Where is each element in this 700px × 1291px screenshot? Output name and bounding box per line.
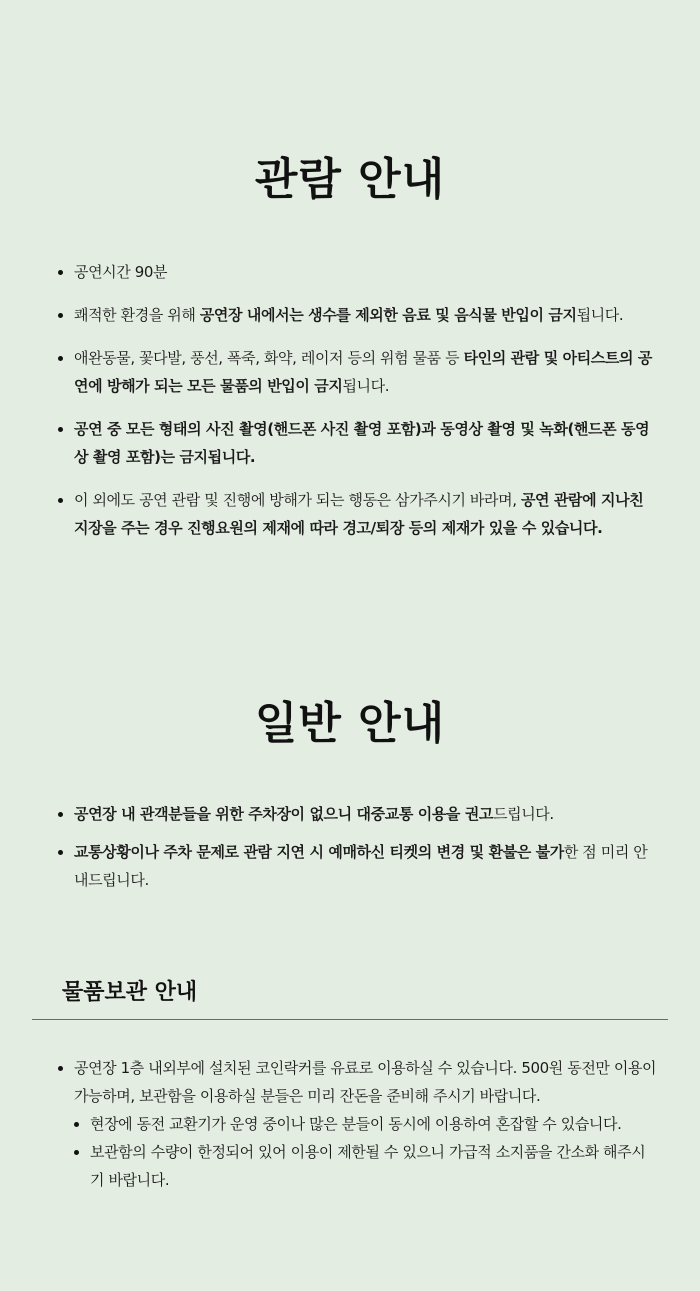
- list-item: [58, 258, 658, 286]
- sub-list-item: 보관함의 수량이 한정되어 있어 이용이 제한될 수 있으니 가급적 소지품을 간소화 해주시기 바랍니다.: [74, 1138, 658, 1194]
- item-text: 됩니다.: [342, 377, 390, 395]
- emphasis-text: 공연 관람에 지나친 지장을 주는 경우 진행요원의 제재에 따라 경고/퇴장 등의 제재가 있을 수 있습니다.: [74, 491, 644, 537]
- sub-list-item: 현장에 동전 교환기가 운영 중이나 많은 분들이 동시에 이용하여 혼잡할 수 있습니다.: [74, 1110, 658, 1138]
- item-text: 공연장 1층 내외부에 설치된 코인락커를 유료로 이용하실 수 있습니다. 500원 동전만 이용이 가능하며, 보관함을 이용하실 분들은 미리 잔돈을 준비해 주시기 바랍니다.: [74, 1059, 657, 1105]
- item-text: 드립니다.: [493, 805, 554, 823]
- emphasis-text: 교통상황이나 주차 문제로 관람 지연 시 예매하신 티켓의 변경 및 환불은 불가: [74, 843, 564, 861]
- section-divider: [32, 1019, 668, 1020]
- item-text: 한 점 미리 안내드립니다.: [74, 843, 648, 889]
- emphasis-text: 타인의 관람 및 아티스트의 공연에 방해가 되는 모든 물품의 반입이 금지: [74, 349, 652, 395]
- emphasis-text: 공연장 내에서는 생수를 제외한 음료 및 음식물 반입이 금지: [199, 306, 577, 324]
- storage-notice-list: [58, 1054, 658, 1194]
- viewing-notice-list: [58, 258, 658, 557]
- list-item: [58, 486, 658, 542]
- item-text: 쾌적한 환경을 위해: [74, 306, 200, 324]
- section-title-general: 일반 안내: [254, 698, 446, 749]
- section-title-storage: 물품보관 안내: [62, 980, 198, 1005]
- list-item: [58, 344, 658, 400]
- general-notice-list: [58, 800, 658, 904]
- item-text: 됩니다.: [576, 306, 624, 324]
- list-item: [58, 838, 658, 894]
- list-item: [58, 415, 658, 471]
- item-text: 애완동물, 꽃다발, 풍선, 폭죽, 화약, 레이저 등의 위험 물품 등: [74, 349, 464, 367]
- item-text: 공연시간 90분: [74, 263, 168, 281]
- list-item: [58, 301, 658, 329]
- sub-list: [74, 1110, 658, 1194]
- emphasis-text: 공연장 내 관객분들을 위한 주차장이 없으니 대중교통 이용을 권고: [74, 805, 494, 823]
- emphasis-text: 공연 중 모든 형태의 사진 촬영(핸드폰 사진 촬영 포함)과 동영상 촬영 및 녹화(핸드폰 동영상 촬영 포함)는 금지됩니다.: [74, 420, 650, 466]
- item-text: 이 외에도 공연 관람 및 진행에 방해가 되는 행동은 삼가주시기 바라며,: [74, 491, 521, 509]
- list-item: [58, 1054, 658, 1194]
- list-item: [58, 800, 658, 828]
- section-title-viewing: 관람 안내: [254, 154, 446, 205]
